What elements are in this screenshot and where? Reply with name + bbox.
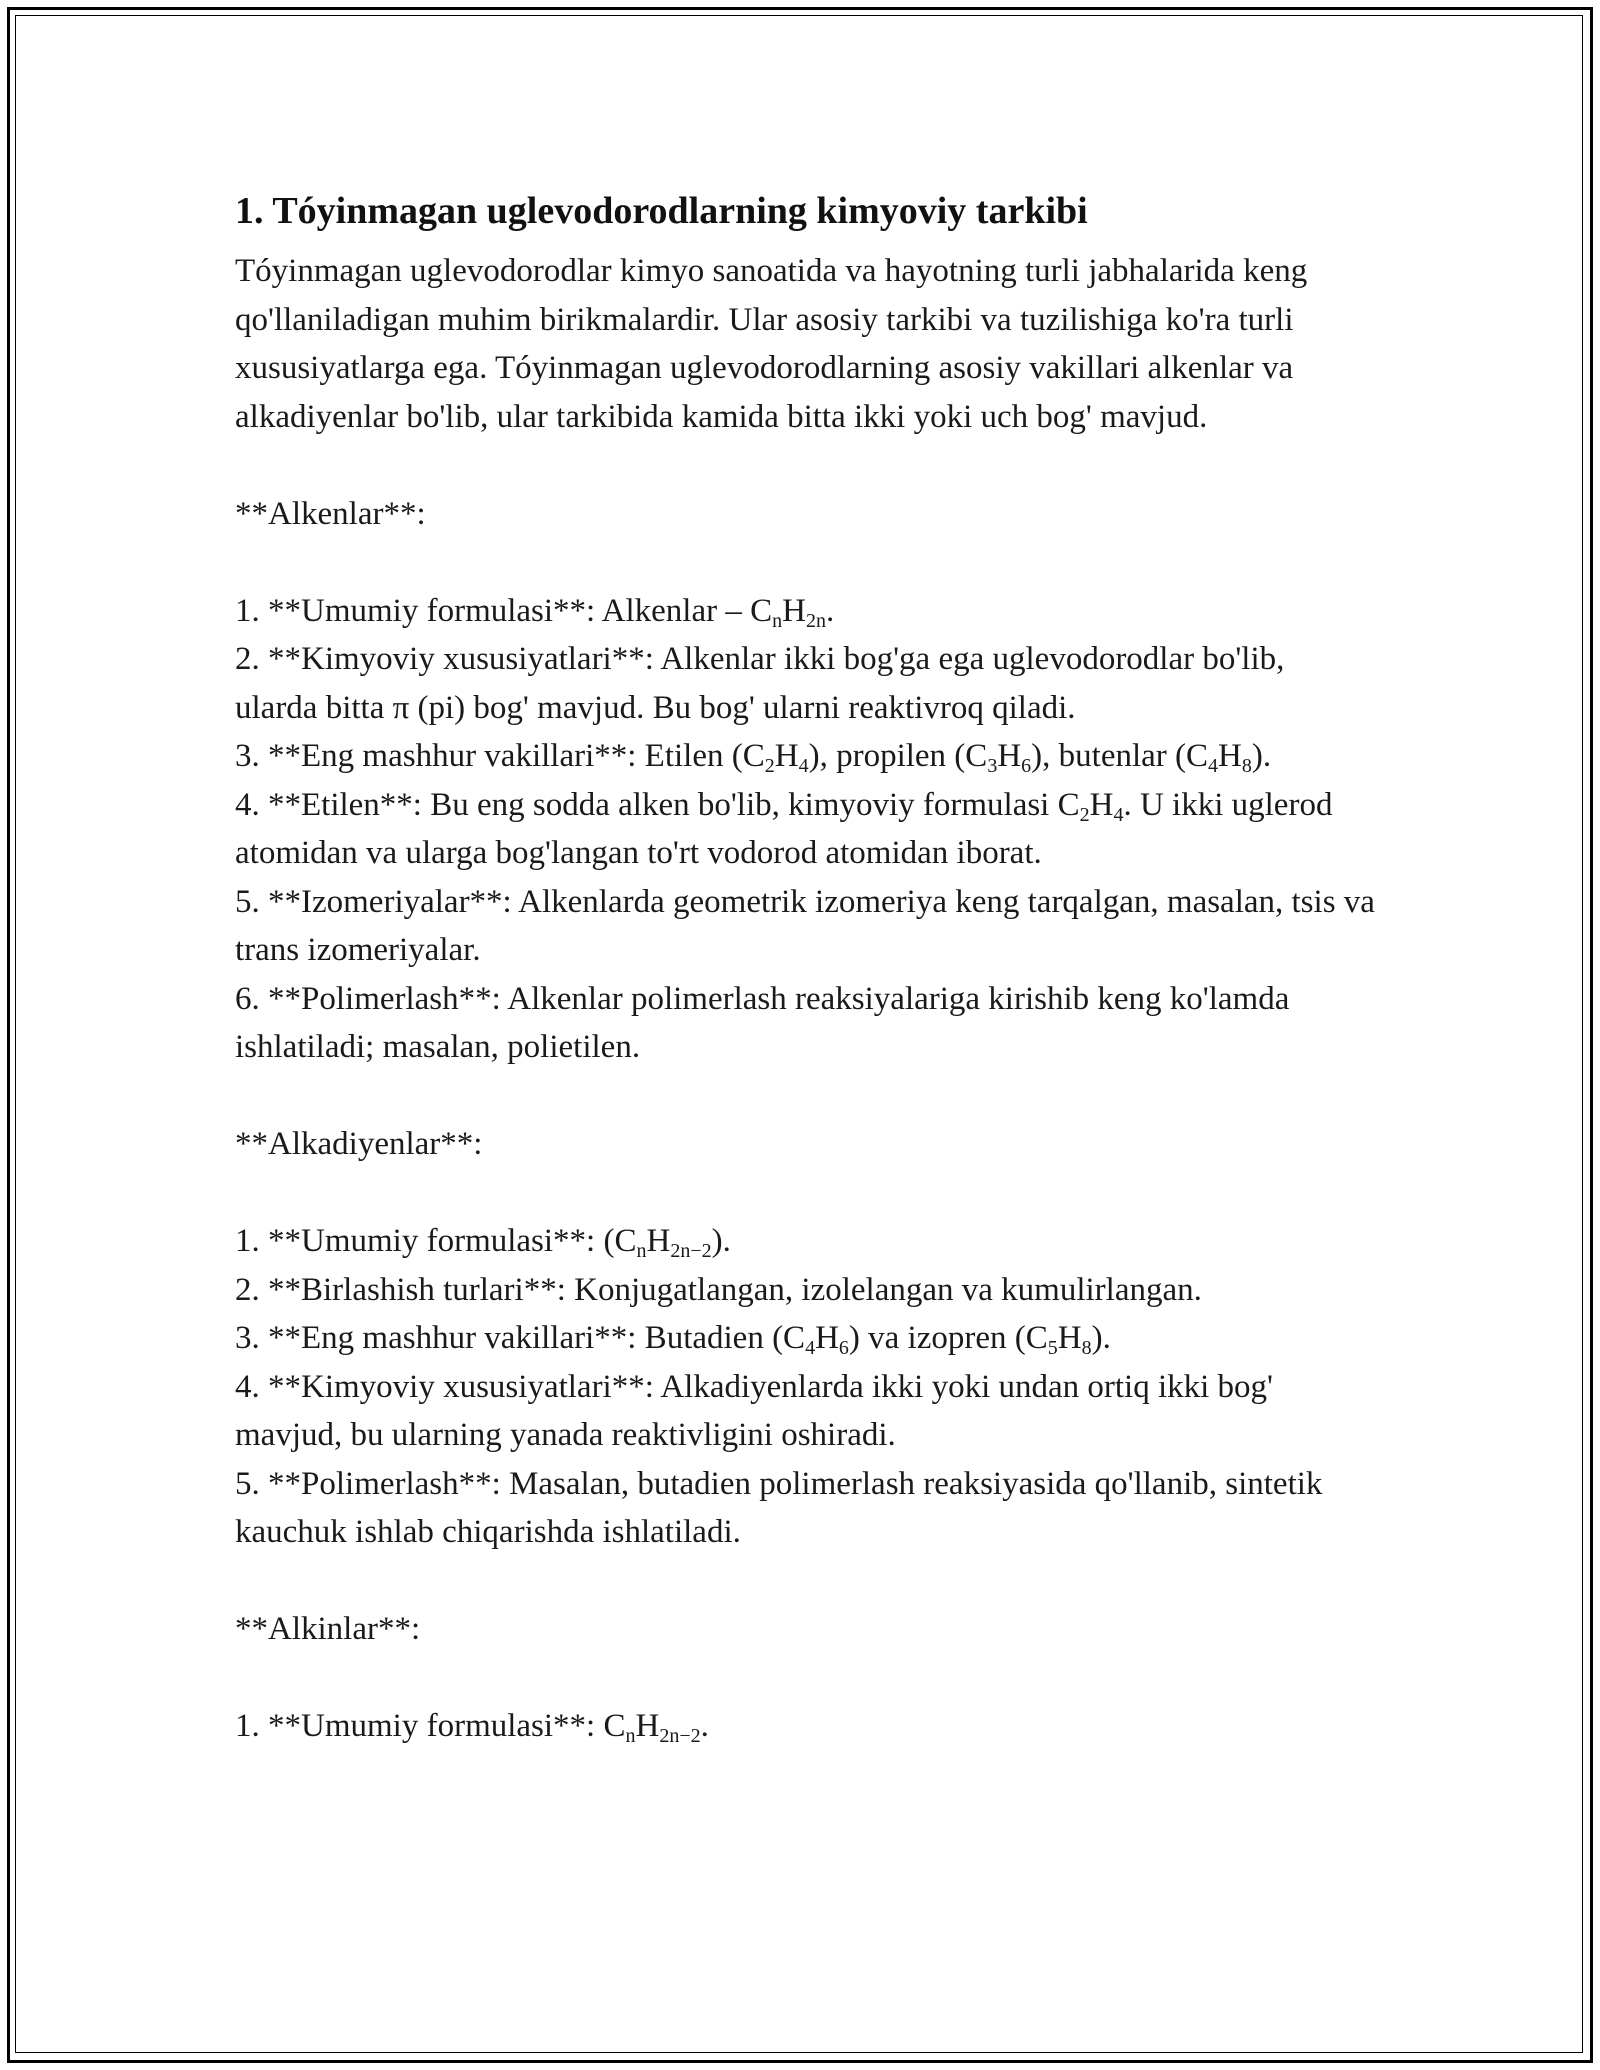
alkenes-heading: **Alkenlar**: xyxy=(235,495,426,532)
spacer xyxy=(235,441,1375,490)
alkenes-item-3: 3. **Eng mashhur vakillari**: Etilen $(C_2H_4)$, propilen $(C_3H_6)$, butenlar $(C_4H_8)$. xyxy=(235,738,1272,777)
alkenes-item-4: 4. **Etilen**: Bu eng sodda alken bo'lib, kimyoviy formulasi $C_2H_4$. U ikki uglerod atomidan va ularga bog'langan to'rt vodorod atomidan iborat. xyxy=(235,786,1333,871)
alkenes-item-1: 1. **Umumiy formulasi**: Alkenlar – $C_nH_{2n}$. xyxy=(235,592,835,632)
document-title: 1. Tóyinmagan uglevodorodlarning kimyoviy tarkibi xyxy=(235,190,1088,232)
alkadienes-item-3: 3. **Eng mashhur vakillari**: Butadien $(C_4H_6)$ va izopren $(C_5H_8)$. xyxy=(235,1320,1111,1359)
spacer xyxy=(235,1072,1375,1121)
spacer xyxy=(235,538,1375,587)
alkynes-heading: **Alkinlar**: xyxy=(235,1611,421,1647)
spacer xyxy=(235,1169,1375,1218)
spacer xyxy=(235,1654,1375,1703)
alkenes-item-2: 2. **Kimyoviy xususiyatlari**: Alkenlar ikki bog'ga ega uglevodorodlar bo'lib, ularda bitta π (pi) bog' mavjud. Bu bog' ularni reaktivroq qiladi. xyxy=(235,641,1285,726)
spacer xyxy=(235,1557,1375,1606)
intro-paragraph: Tóyinmagan uglevodorodlar kimyo sanoatida va hayotning turli jabhalarida keng qo'llaniladigan muhim birikmalardir. Ular asosiy tarkibi va tuzilishiga ko'ra turli xususiyatlarga ega. Tóyinmagan uglevodorodlarning asosiy vakillari alkenlar va alkadiyenlar bo'lib, ular tarkibida kamida bitta ikki yoki uch bog' mavjud. xyxy=(235,253,1308,435)
alkadienes-item-1: 1. **Umumiy formulasi**: $(C_nH_{2n-2})$. xyxy=(235,1223,731,1262)
alkadienes-item-4: 4. **Kimyoviy xususiyatlari**: Alkadiyenlarda ikki yoki undan ortiq ikki bog' mavjud, bu ularning yanada reaktivligini oshiradi. xyxy=(235,1368,1274,1453)
alkadienes-item-2: 2. **Birlashish turlari**: Konjugatlangan, izolelangan va kumulirlangan. xyxy=(235,1271,1202,1308)
document-body xyxy=(235,185,1375,1751)
alkadienes-heading: **Alkadiyenlar**: xyxy=(235,1126,483,1162)
alkenes-item-5: 5. **Izomeriyalar**: Alkenlarda geometrik izomeriya keng tarqalgan, masalan, tsis va trans izomeriyalar. xyxy=(235,883,1375,968)
alkynes-item-1: 1. **Umumiy formulasi**: $C_nH_{2n-2}$. xyxy=(235,1708,709,1747)
alkenes-item-6: 6. **Polimerlash**: Alkenlar polimerlash reaksiyalariga kirishib keng ko'lamda ishlatiladi; masalan, polietilen. xyxy=(235,980,1290,1065)
alkadienes-item-5: 5. **Polimerlash**: Masalan, butadien polimerlash reaksiyasida qo'llanib, sintetik kauchuk ishlab chiqarishda ishlatiladi. xyxy=(235,1465,1323,1550)
